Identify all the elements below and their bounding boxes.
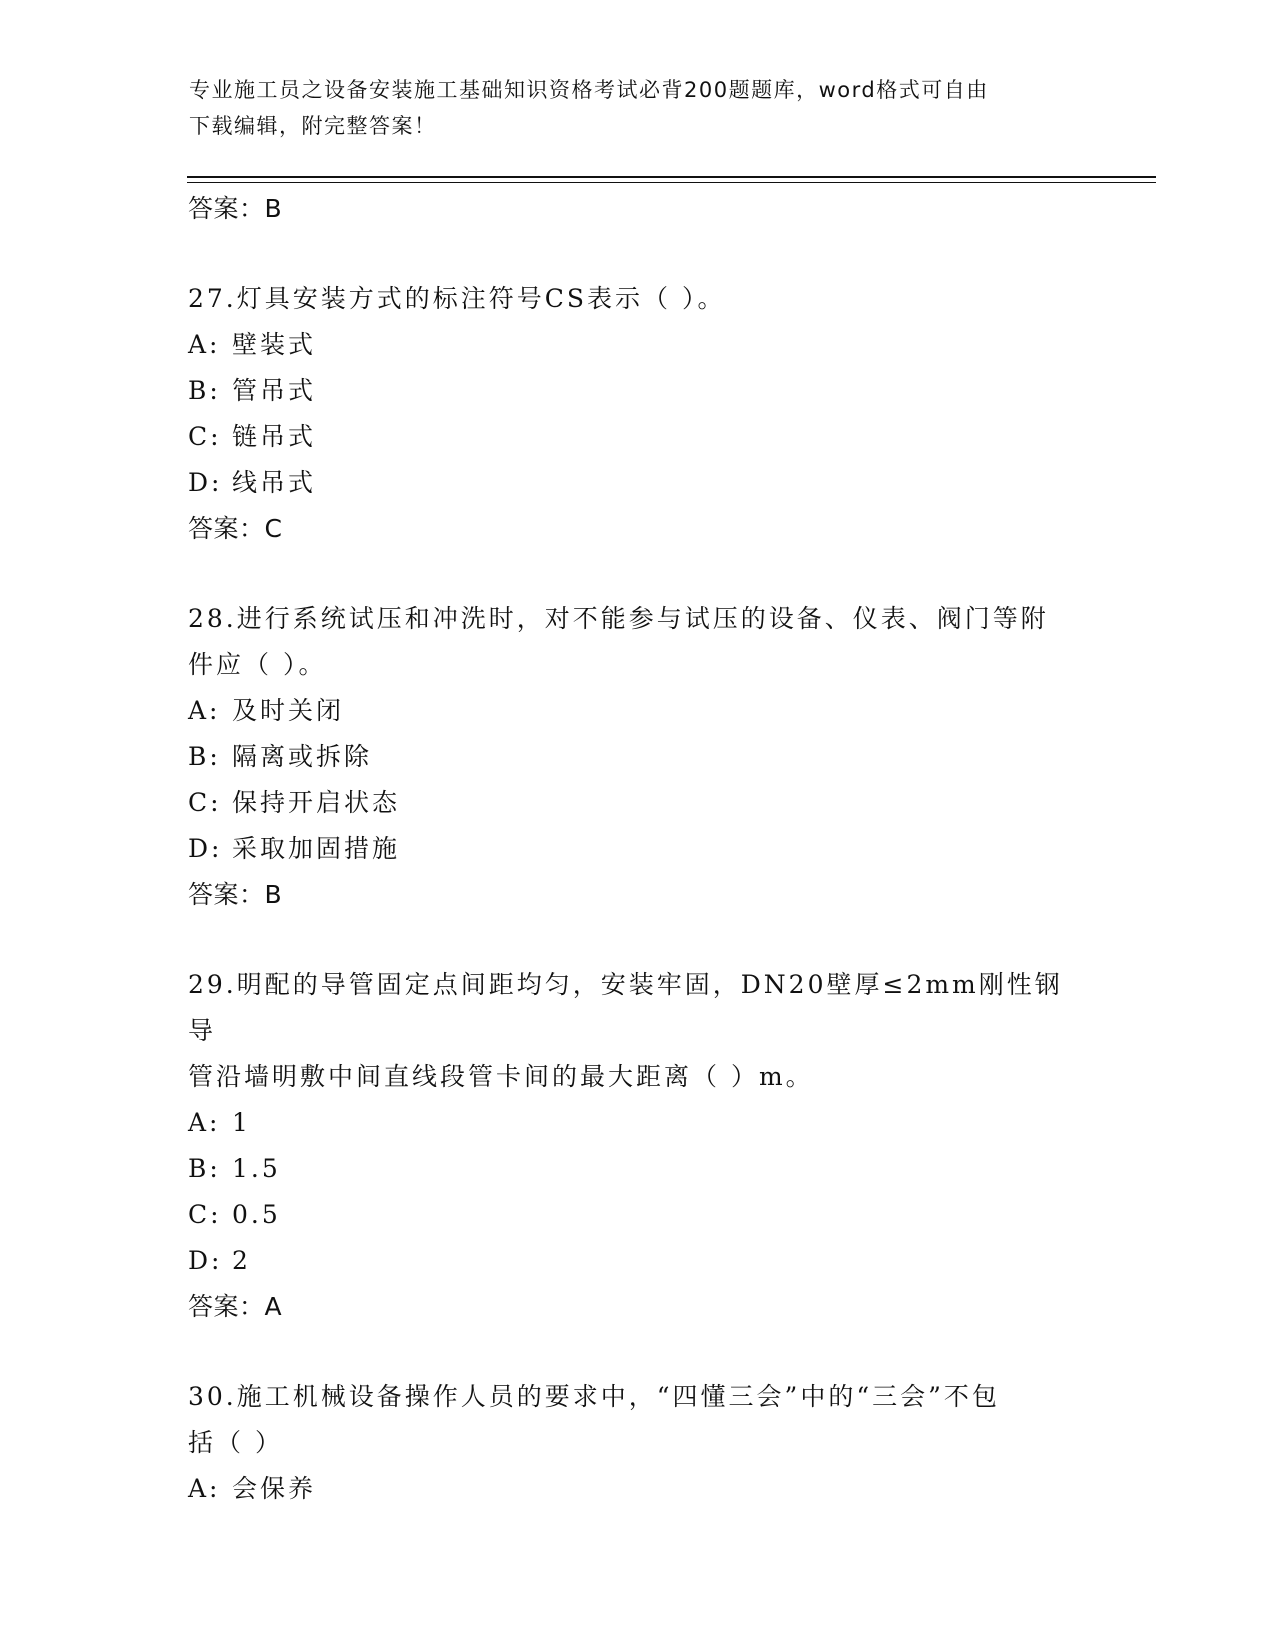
header-rule-thick bbox=[187, 176, 1156, 178]
question-stem: 29.明配的导管固定点间距均匀，安装牢固，DN20壁厚≤2mm刚性钢导 管沿墙明敷中间直线段管卡间的最大距离（ ）m。 bbox=[188, 970, 1063, 1091]
answer-line: 答案：A bbox=[188, 1292, 283, 1321]
question-block bbox=[188, 596, 1088, 918]
option-b: B: 隔离或拆除 bbox=[188, 742, 373, 771]
header-line-2: 下载编辑，附完整答案！ bbox=[189, 114, 437, 138]
option-c: C: 链吊式 bbox=[188, 422, 317, 451]
option-b: B: 1.5 bbox=[188, 1154, 281, 1183]
document-header bbox=[189, 72, 1089, 144]
option-d: D: 2 bbox=[188, 1246, 251, 1275]
option-d: D: 线吊式 bbox=[188, 468, 317, 497]
header-line-1: 专业施工员之设备安装施工基础知识资格考试必背200题题库，word格式可自由 bbox=[189, 78, 989, 102]
option-a: A: 1 bbox=[188, 1108, 251, 1137]
answer-line: 答案：B bbox=[188, 880, 283, 909]
option-c: C: 保持开启状态 bbox=[188, 788, 401, 817]
question-stem: 27.灯具安装方式的标注符号CS表示（ ）。 bbox=[188, 284, 726, 313]
option-c: C: 0.5 bbox=[188, 1200, 281, 1229]
answer-line: 答案：C bbox=[188, 514, 283, 543]
question-list bbox=[188, 186, 1088, 1512]
question-block bbox=[188, 1374, 1088, 1512]
answer-line: 答案：B bbox=[188, 194, 283, 223]
option-a: A: 及时关闭 bbox=[188, 696, 345, 725]
option-a: A: 会保养 bbox=[188, 1474, 317, 1503]
option-d: D: 采取加固措施 bbox=[188, 834, 401, 863]
option-b: B: 管吊式 bbox=[188, 376, 317, 405]
question-stem: 28.进行系统试压和冲洗时，对不能参与试压的设备、仪表、阀门等附 件应（ ）。 bbox=[188, 604, 1049, 679]
question-stem: 30.施工机械设备操作人员的要求中，“四懂三会”中的“三会”不包 括（ ） bbox=[188, 1382, 1000, 1457]
header-rule-thin bbox=[187, 182, 1156, 183]
option-a: A: 壁装式 bbox=[188, 330, 317, 359]
question-block bbox=[188, 276, 1088, 552]
question-block bbox=[188, 962, 1088, 1330]
